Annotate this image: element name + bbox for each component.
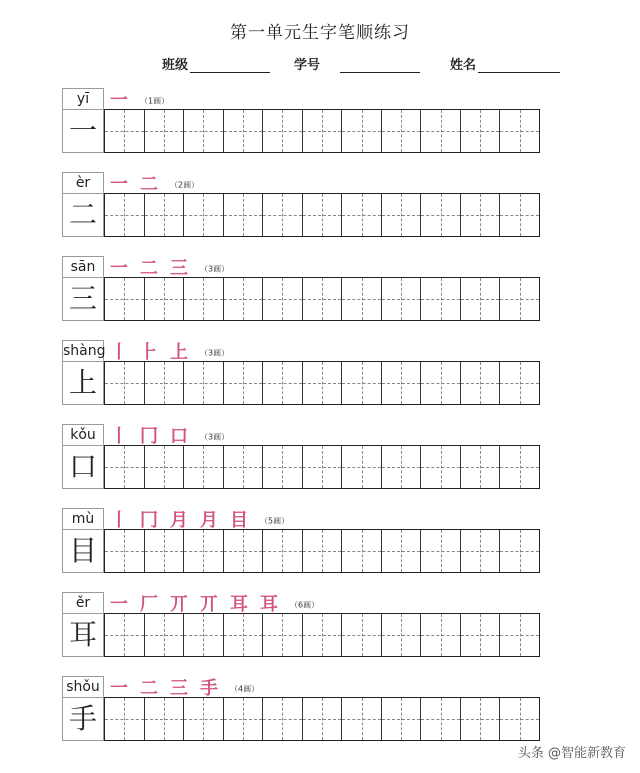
tianzige-cell[interactable] (461, 278, 501, 320)
stroke-step: 二 (140, 678, 158, 699)
tianzige-cell[interactable] (382, 698, 422, 740)
stroke-step: 口 (170, 426, 188, 447)
tianzige-cell[interactable] (184, 110, 224, 152)
number-line[interactable] (340, 58, 420, 73)
stroke-step: 一 (110, 678, 128, 699)
stroke-step: 耳 (230, 594, 248, 615)
tianzige-cell[interactable] (342, 110, 382, 152)
tianzige-cell[interactable] (184, 446, 224, 488)
tianzige-cell[interactable] (461, 530, 501, 572)
tianzige-cell[interactable] (342, 278, 382, 320)
stroke-step: 月 (170, 510, 188, 531)
stroke-step: 目 (230, 510, 248, 531)
tianzige-cell[interactable] (263, 194, 303, 236)
tianzige-cell[interactable] (105, 362, 145, 404)
tianzige-cell[interactable] (382, 110, 422, 152)
tianzige-cell[interactable] (500, 698, 539, 740)
tianzige-cell[interactable] (342, 530, 382, 572)
class-line[interactable] (190, 58, 270, 73)
name-field[interactable] (450, 54, 560, 73)
tianzige-cell[interactable] (224, 446, 264, 488)
stroke-step: 三 (170, 258, 188, 279)
practice-row (0, 508, 640, 588)
stroke-step: 冂 (140, 510, 158, 531)
stroke-order (110, 674, 259, 698)
tianzige-cell[interactable] (382, 446, 422, 488)
tianzige-cell[interactable] (145, 362, 185, 404)
tianzige-cell[interactable] (303, 446, 343, 488)
tianzige-cell[interactable] (421, 362, 461, 404)
tianzige-cell[interactable] (105, 110, 145, 152)
stroke-step: 厂 (140, 594, 158, 615)
stroke-count: （4画） (230, 684, 260, 694)
stroke-step: 二 (140, 258, 158, 279)
tianzige-cell[interactable] (145, 278, 185, 320)
tianzige-cell[interactable] (105, 446, 145, 488)
tianzige-cell[interactable] (461, 194, 501, 236)
tianzige-cell[interactable] (145, 698, 185, 740)
stroke-step: 月 (200, 510, 218, 531)
name-line[interactable] (478, 58, 560, 73)
writing-grid (104, 109, 540, 153)
tianzige-cell[interactable] (382, 194, 422, 236)
model-character: 一 (62, 109, 104, 153)
practice-row (0, 592, 640, 672)
tianzige-cell[interactable] (303, 110, 343, 152)
stroke-step: 三 (170, 678, 188, 699)
tianzige-cell[interactable] (421, 278, 461, 320)
stroke-count: （6画） (290, 600, 320, 610)
tianzige-cell[interactable] (461, 446, 501, 488)
writing-grid (104, 193, 540, 237)
tianzige-cell[interactable] (263, 110, 303, 152)
tianzige-cell[interactable] (184, 194, 224, 236)
tianzige-cell[interactable] (145, 446, 185, 488)
tianzige-cell[interactable] (184, 614, 224, 656)
model-character: 耳 (62, 613, 104, 657)
stroke-step: 丨 (110, 426, 128, 447)
tianzige-cell[interactable] (224, 530, 264, 572)
tianzige-cell[interactable] (342, 446, 382, 488)
stroke-order (110, 170, 199, 194)
tianzige-cell[interactable] (263, 530, 303, 572)
tianzige-cell[interactable] (342, 194, 382, 236)
tianzige-cell[interactable] (263, 446, 303, 488)
writing-grid (104, 613, 540, 657)
stroke-count: （2画） (170, 180, 200, 190)
tianzige-cell[interactable] (461, 362, 501, 404)
practice-row (0, 424, 640, 504)
stroke-step: 一 (110, 174, 128, 195)
stroke-order (110, 590, 319, 614)
stroke-step: 丨 (110, 342, 128, 363)
tianzige-cell[interactable] (184, 278, 224, 320)
stroke-step: 手 (200, 678, 218, 699)
stroke-step: 丌 (200, 594, 218, 615)
tianzige-cell[interactable] (224, 110, 264, 152)
writing-grid (104, 361, 540, 405)
model-character: 上 (62, 361, 104, 405)
tianzige-cell[interactable] (461, 614, 501, 656)
tianzige-cell[interactable] (184, 698, 224, 740)
stroke-order (110, 506, 289, 530)
tianzige-cell[interactable] (500, 362, 539, 404)
tianzige-cell[interactable] (145, 530, 185, 572)
pinyin-label: èr (62, 172, 104, 193)
model-character: 二 (62, 193, 104, 237)
stroke-count: （3画） (200, 348, 230, 358)
number-field[interactable] (294, 54, 420, 73)
tianzige-cell[interactable] (303, 698, 343, 740)
tianzige-cell[interactable] (500, 530, 539, 572)
model-character: 手 (62, 697, 104, 741)
stroke-order (110, 422, 229, 446)
writing-grid (104, 445, 540, 489)
stroke-step: 一 (110, 90, 128, 111)
pinyin-label: ěr (62, 592, 104, 613)
tianzige-cell[interactable] (421, 614, 461, 656)
tianzige-cell[interactable] (105, 614, 145, 656)
tianzige-cell[interactable] (263, 614, 303, 656)
stroke-step: 丨 (110, 510, 128, 531)
stroke-count: （5画） (260, 516, 290, 526)
stroke-step: 耳 (260, 594, 278, 615)
practice-row (0, 340, 640, 420)
tianzige-cell[interactable] (500, 614, 539, 656)
tianzige-cell[interactable] (105, 698, 145, 740)
pinyin-label: kǒu (62, 424, 104, 445)
tianzige-cell[interactable] (303, 614, 343, 656)
class-field[interactable] (162, 54, 270, 73)
pinyin-label: mù (62, 508, 104, 529)
tianzige-cell[interactable] (224, 362, 264, 404)
pinyin-label: yī (62, 88, 104, 109)
model-character: 三 (62, 277, 104, 321)
tianzige-cell[interactable] (263, 362, 303, 404)
tianzige-cell[interactable] (184, 530, 224, 572)
practice-row (0, 172, 640, 252)
class-label: 班级 (162, 58, 189, 73)
pinyin-label: sān (62, 256, 104, 277)
practice-row (0, 256, 640, 336)
tianzige-cell[interactable] (342, 362, 382, 404)
model-character: 口 (62, 445, 104, 489)
tianzige-cell[interactable] (461, 110, 501, 152)
stroke-order (110, 338, 229, 362)
tianzige-cell[interactable] (303, 530, 343, 572)
stroke-step: 一 (110, 594, 128, 615)
tianzige-cell[interactable] (421, 698, 461, 740)
tianzige-cell[interactable] (421, 446, 461, 488)
tianzige-cell[interactable] (184, 362, 224, 404)
practice-row (0, 88, 640, 168)
tianzige-cell[interactable] (461, 698, 501, 740)
stroke-count: （3画） (200, 432, 230, 442)
stroke-step: ⺊ (140, 342, 158, 363)
tianzige-cell[interactable] (303, 278, 343, 320)
tianzige-cell[interactable] (500, 278, 539, 320)
tianzige-cell[interactable] (421, 530, 461, 572)
stroke-order (110, 86, 169, 110)
stroke-step: 上 (170, 342, 188, 363)
tianzige-cell[interactable] (105, 530, 145, 572)
model-character: 目 (62, 529, 104, 573)
tianzige-cell[interactable] (303, 362, 343, 404)
name-label: 姓名 (450, 58, 477, 73)
tianzige-cell[interactable] (224, 278, 264, 320)
worksheet-title: 第一单元生字笔顺练习 (230, 23, 410, 43)
tianzige-cell[interactable] (421, 110, 461, 152)
tianzige-cell[interactable] (382, 362, 422, 404)
stroke-step: 冂 (140, 426, 158, 447)
tianzige-cell[interactable] (342, 614, 382, 656)
tianzige-cell[interactable] (105, 278, 145, 320)
number-label: 学号 (294, 58, 321, 73)
tianzige-cell[interactable] (500, 194, 539, 236)
tianzige-cell[interactable] (382, 614, 422, 656)
pinyin-label: shǒu (62, 676, 104, 697)
tianzige-cell[interactable] (421, 194, 461, 236)
tianzige-cell[interactable] (382, 530, 422, 572)
stroke-count: （1画） (140, 96, 170, 106)
tianzige-cell[interactable] (500, 446, 539, 488)
tianzige-cell[interactable] (382, 278, 422, 320)
tianzige-cell[interactable] (342, 698, 382, 740)
watermark: 头条 @智能新教育 (517, 746, 626, 761)
pinyin-label: shàng (62, 340, 104, 361)
tianzige-cell[interactable] (224, 194, 264, 236)
stroke-step: 一 (110, 258, 128, 279)
tianzige-cell[interactable] (224, 698, 264, 740)
writing-grid (104, 277, 540, 321)
tianzige-cell[interactable] (263, 698, 303, 740)
stroke-step: 丌 (170, 594, 188, 615)
tianzige-cell[interactable] (145, 194, 185, 236)
stroke-count: （3画） (200, 264, 230, 274)
tianzige-cell[interactable] (145, 614, 185, 656)
student-info-fields (0, 54, 640, 76)
tianzige-cell[interactable] (224, 614, 264, 656)
stroke-order (110, 254, 229, 278)
tianzige-cell[interactable] (303, 194, 343, 236)
tianzige-cell[interactable] (500, 110, 539, 152)
tianzige-cell[interactable] (145, 110, 185, 152)
tianzige-cell[interactable] (263, 278, 303, 320)
writing-grid (104, 697, 540, 741)
stroke-step: 二 (140, 174, 158, 195)
tianzige-cell[interactable] (105, 194, 145, 236)
writing-grid (104, 529, 540, 573)
